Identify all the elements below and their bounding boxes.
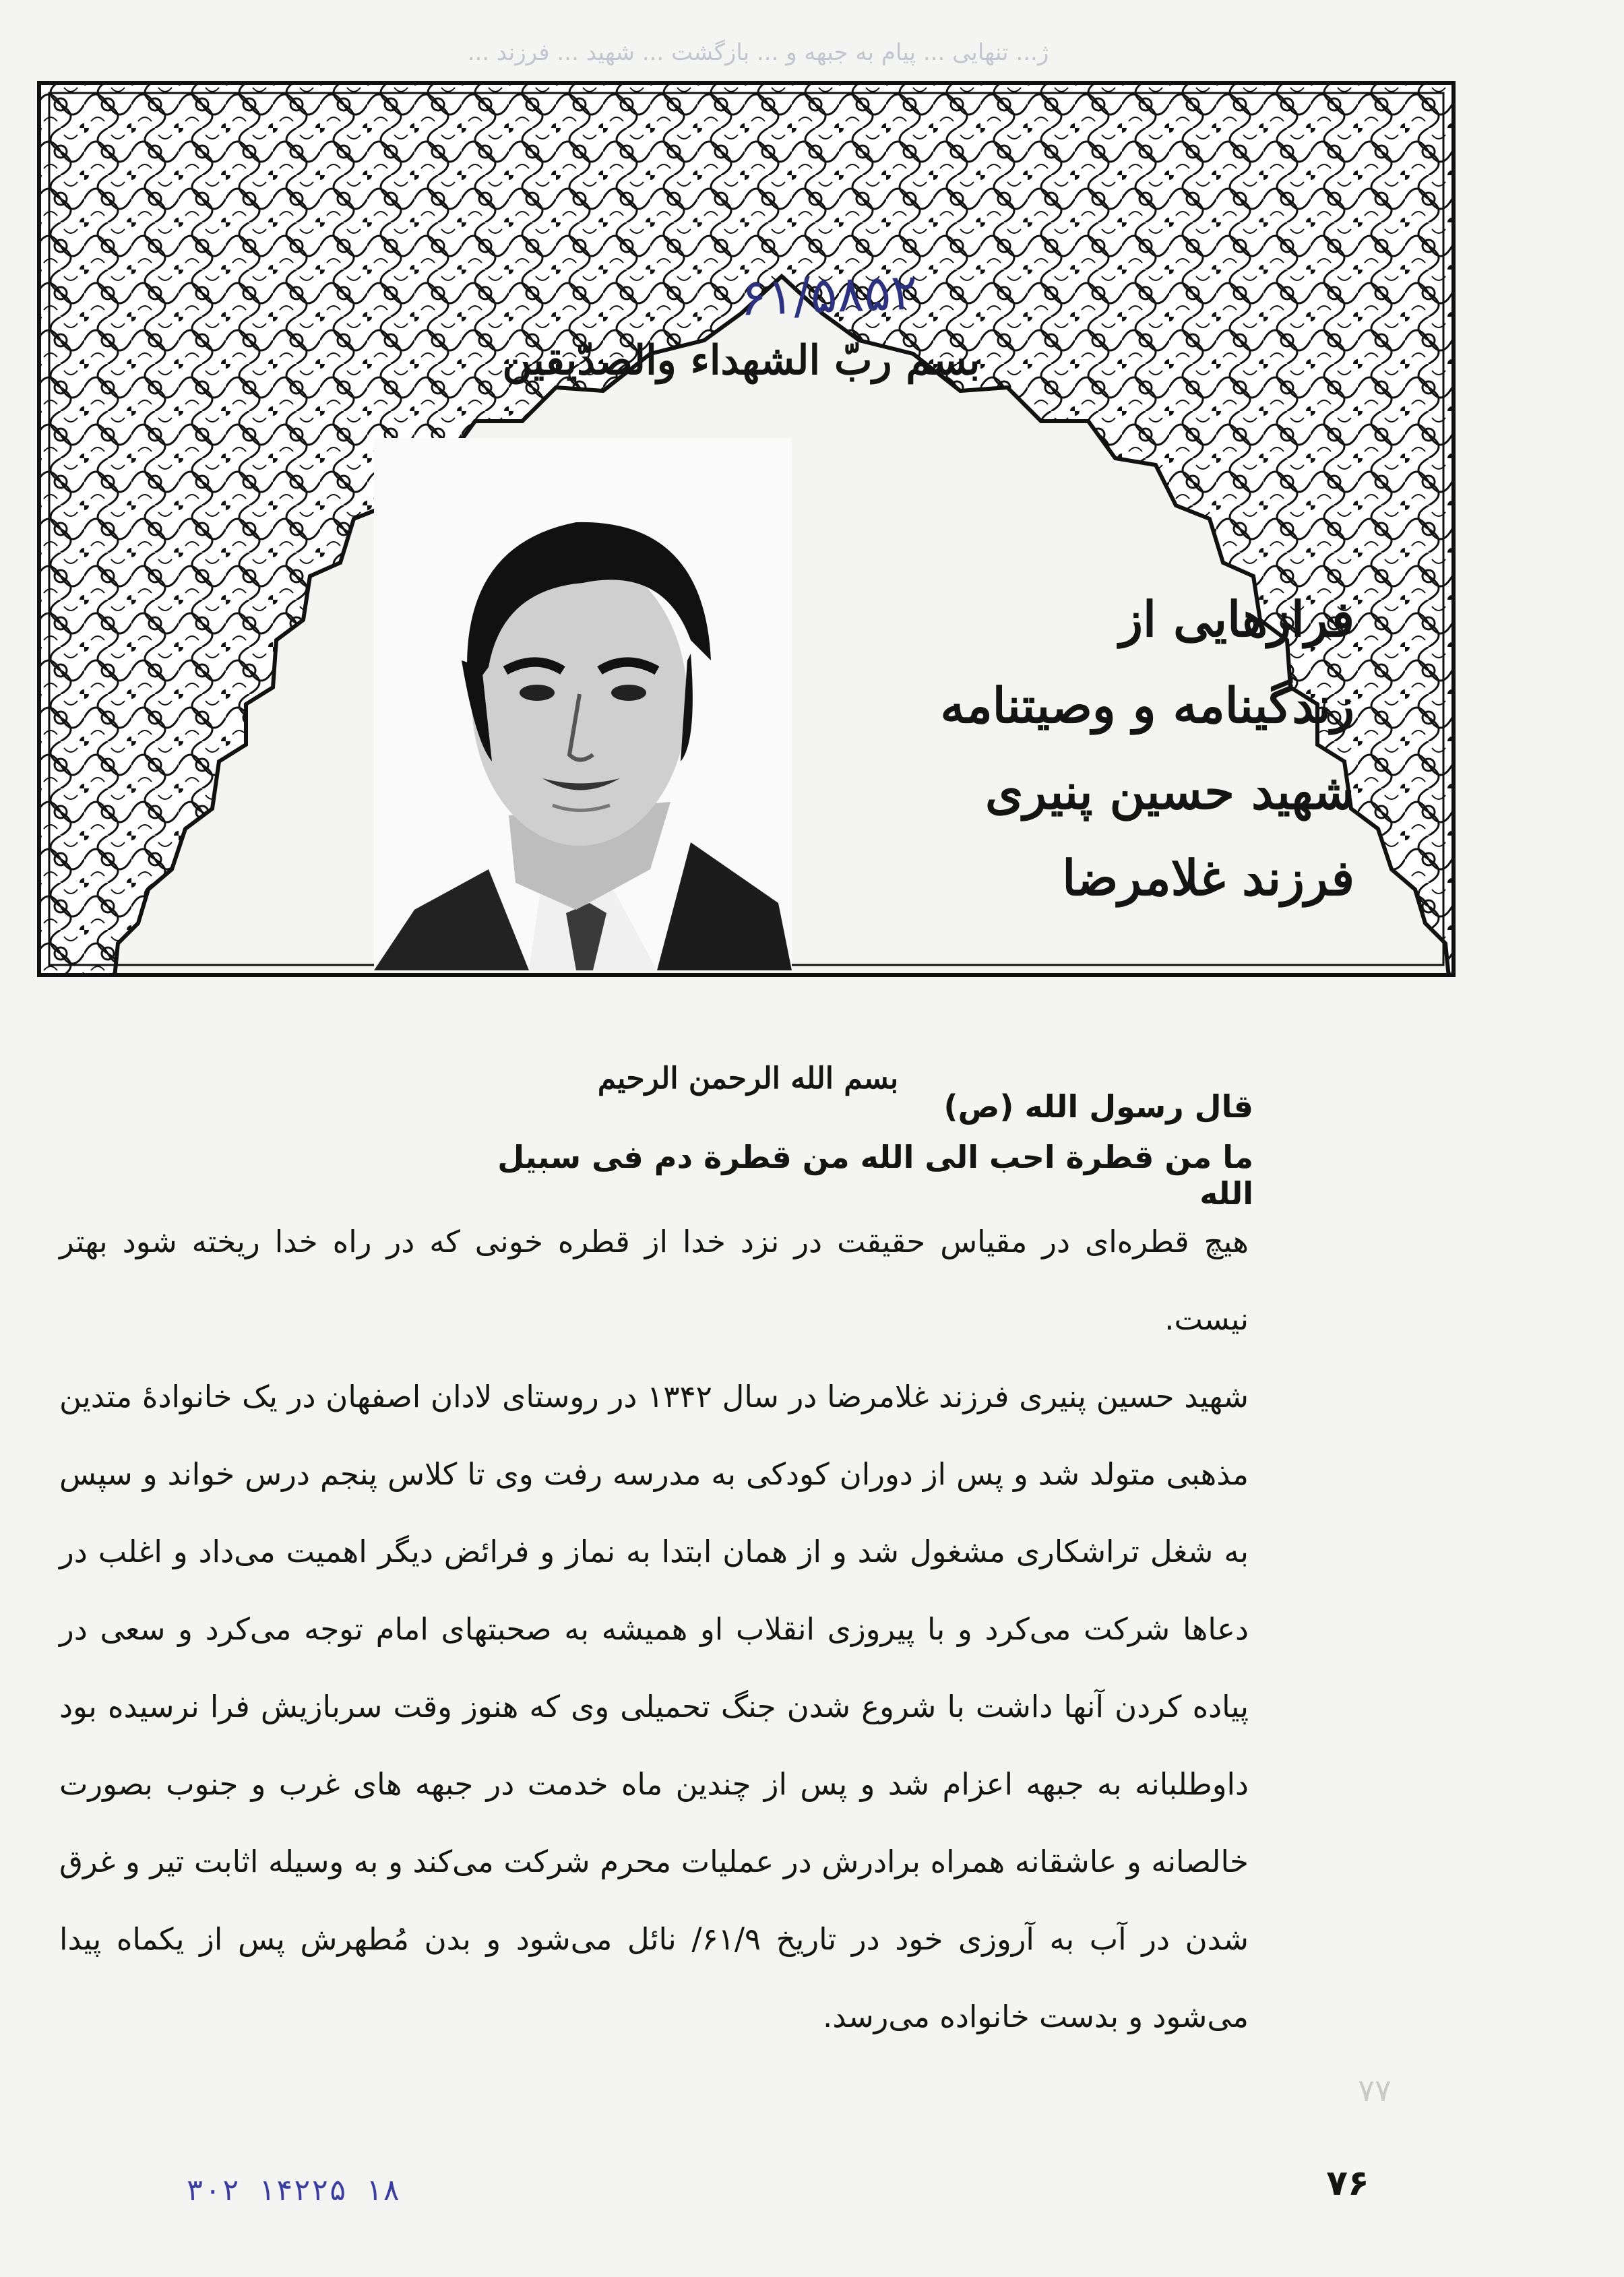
handwritten-archive-number: ۶۱/۵۸۵۲ <box>739 263 919 327</box>
hadith-quote: ما من قطرة احب الى الله من قطرة دم فى سبيل الله <box>497 1139 1253 1212</box>
biography-paragraph: شهید حسین پنیری فرزند غلامرضا در سال ۱۳۴۲ در روستای لادان اصفهان در یک خانوادهٔ متدین مذهبی متولد شد و پس از دوران کودکی به مدرسه رفت وی تا کلاس پنجم درس خواند و سپس به شغل تراشکاری مشغول شد و از همان ابتدا به نماز و فرائض دیگر اهمیت می‌داد و اغلب در دعاها شرکت می‌کرد و با پیروزی انقلاب او همیشه به صحبتهای امام توجه می‌کرد و سعی در پیاده کردن آنها داشت با شروع شدن جنگ تحمیلی وی که هنوز وقت سربازیش فرا نرسیده بود داوطلبانه به جبهه اعزام شد و پس از چندین ماه خدمت در جبهه های غرب و جنوب بصورت خالصانه و عاشقانه همراه برادرش در عملیات محرم شرکت می‌کند و به وسیله اثابت تیر و غرق شدن در آب به آروزی خود در تاریخ ۶۱/۹/ نائل می‌شود و بدن مُطهرش پس از یکماه پیدا می‌شود و بدست خانواده می‌رسد. <box>59 1379 1249 2034</box>
heading-line-2: زندگینامه و وصیتنامه <box>940 677 1354 734</box>
stamped-archive-number: ۱۸ ۱۴۲۲۵ ۳۰۲ <box>186 2173 400 2208</box>
heading-line-1: فرازهایی از <box>1119 590 1354 648</box>
quote-translation: هیچ قطره‌ای در مقیاس حقیقت در نزد خدا از قطره خونی که در راه خدا ریخته شود بهتر نیست. <box>59 1224 1249 1337</box>
heading-line-3: شهید حسین پنیری <box>985 763 1354 820</box>
portrait-photo-icon <box>374 438 792 970</box>
page-heading <box>842 576 1354 927</box>
top-invocation: بسم ربّ الشهداء والصدّيقين <box>502 337 980 384</box>
heading-line-4: فرزند غلامرضا <box>1062 849 1354 906</box>
page-number: ۷۶ <box>1326 2163 1369 2204</box>
bleed-through-text: ژ... تنهایی ... پیام به جبهه و ... بازگشت ... شهید ... فرزند ... <box>467 39 1049 66</box>
body-text <box>59 1203 1383 2055</box>
bismillah: بسم الله الرحمن الرحيم <box>597 1061 899 1096</box>
faded-page-number: ۷۷ <box>1358 2072 1392 2109</box>
quote-attribution: قال رسول الله (ص) <box>943 1088 1253 1125</box>
